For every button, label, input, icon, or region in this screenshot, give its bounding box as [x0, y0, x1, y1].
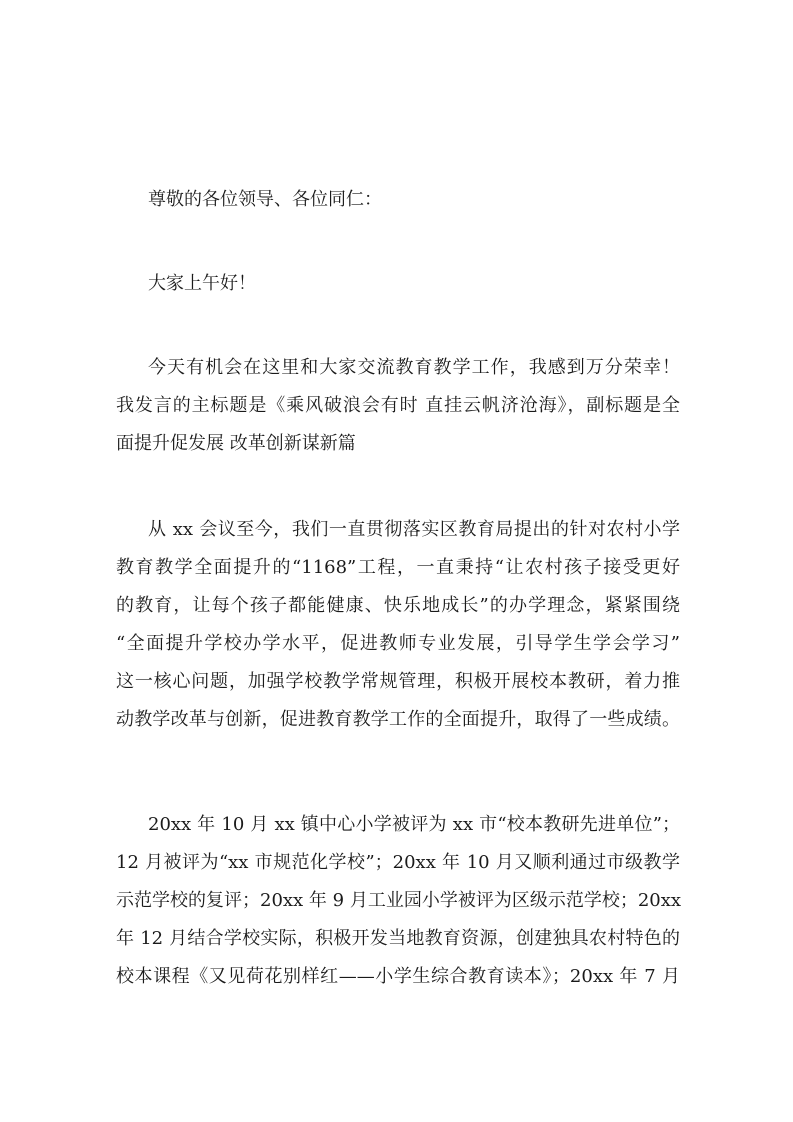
paragraph-line: 年 12 月结合学校实际，积极开发当地教育资源，创建独具农村特色的 — [116, 928, 680, 949]
greeting: 大家上午好！ — [148, 273, 256, 294]
paragraph-line: 校本课程《又见荷花别样红——小学生综合教育读本》；20xx 年 7 月 — [116, 966, 680, 987]
paragraph-line: 动教学改革与创新，促进教育教学工作的全面提升，取得了一些成绩。 — [116, 709, 680, 730]
salutation: 尊敬的各位领导、各位同仁： — [148, 189, 382, 210]
paragraph-line: 从 xx 会议至今，我们一直贯彻落实区教育局提出的针对农村小学 — [148, 519, 680, 540]
paragraph-line: 的教育，让每个孩子都能健康、快乐地成长”的办学理念，紧紧围绕 — [116, 595, 680, 616]
paragraph-line: 教育教学全面提升的“1168”工程，一直秉持“让农村孩子接受更好 — [116, 557, 680, 578]
paragraph-line: 20xx 年 10 月 xx 镇中心小学被评为 xx 市“校本教研先进单位”； — [148, 814, 680, 835]
paragraph-line: 示范学校的复评；20xx 年 9 月工业园小学被评为区级示范学校；20xx — [116, 890, 682, 911]
paragraph-line: 今天有机会在这里和大家交流教育教学工作，我感到万分荣幸！ — [148, 357, 680, 378]
paragraph-line: 我发言的主标题是《乘风破浪会有时 直挂云帆济沧海》，副标题是全 — [116, 395, 680, 416]
paragraph-line: 12 月被评为“xx 市规范化学校”；20xx 年 10 月又顺利通过市级教学 — [116, 852, 680, 873]
paragraph-line: 这一核心问题，加强学校教学常规管理，积极开展校本教研，着力推 — [116, 671, 680, 692]
paragraph-line: 面提升促发展 改革创新谋新篇 — [116, 433, 356, 454]
paragraph-line: “全面提升学校办学水平，促进教师专业发展，引导学生学会学习” — [116, 633, 680, 654]
